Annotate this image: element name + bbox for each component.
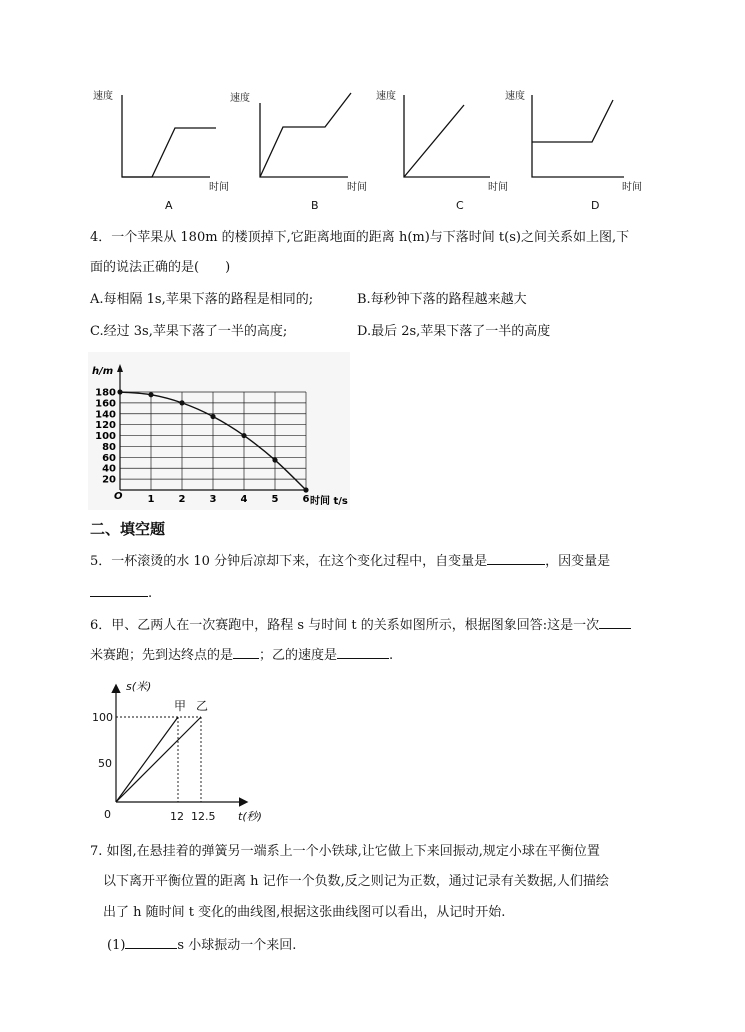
q4-option-a: A.每相隔 1s,苹果下落的路程是相同的; xyxy=(90,292,314,307)
panel-letter-d: D xyxy=(591,199,600,212)
fall-height-chart xyxy=(88,352,350,510)
h-x-tick-2: 2 xyxy=(178,494,186,505)
q5-text-end: . xyxy=(148,586,153,601)
race-ytick-100: 100 xyxy=(92,711,113,724)
q7-sub1-num: (1) xyxy=(107,938,126,953)
speed-axes-d xyxy=(532,95,624,177)
panel-letter-c: C xyxy=(456,199,464,212)
race-ylabel: s(米) xyxy=(126,680,152,693)
speed-xlabel-a: 时间 xyxy=(209,182,229,193)
h-y-tick-labels xyxy=(95,388,116,486)
panel-letter-b: B xyxy=(311,199,319,212)
h-x-tick-4: 4 xyxy=(240,494,248,505)
h-x-tick-labels xyxy=(148,494,310,505)
speed-xlabel-b: 时间 xyxy=(347,182,367,193)
race-label-yi: 乙 xyxy=(196,699,209,713)
h-point-6 xyxy=(303,487,308,492)
q5-blank-independent[interactable] xyxy=(487,550,545,565)
q5-text-a: 5．一杯滚烫的水 10 分钟后凉却下来，在这个变化过程中，自变量是 xyxy=(90,554,488,569)
q5-line1 xyxy=(90,550,610,572)
q6-line1 xyxy=(90,614,631,636)
h-xlabel: 时间 t/s xyxy=(310,496,348,507)
h-y-tick-80: 80 xyxy=(102,441,116,453)
h-y-tick-40: 40 xyxy=(102,463,116,475)
speed-line-c xyxy=(404,105,464,177)
speed-axes-c xyxy=(404,95,490,177)
race-label-jia: 甲 xyxy=(174,699,187,713)
speed-ylabel-c: 速度 xyxy=(376,91,396,102)
q7-line2: 以下离开平衡位置的距离 h 记作一个负数,反之则记为正数，通过记录有关数据,人们描绘 xyxy=(103,874,609,889)
h-point-4 xyxy=(241,433,246,438)
q6-blank-first[interactable] xyxy=(233,644,259,659)
h-y-tick-60: 60 xyxy=(102,452,116,464)
q7-sub1-text: s 小球振动一个来回. xyxy=(177,938,297,953)
panel-letter-a: A xyxy=(165,199,173,212)
q6-text-2a: 米赛跑；先到达终点的是 xyxy=(90,648,234,663)
h-x-tick-6: 6 xyxy=(302,494,310,505)
race-ytick-50: 50 xyxy=(98,757,112,770)
race-line-yi xyxy=(116,717,201,802)
q6-blank-distance[interactable] xyxy=(599,614,631,629)
race-chart xyxy=(88,676,268,828)
speed-line-b xyxy=(260,93,351,177)
h-x-tick-3: 3 xyxy=(209,494,217,505)
h-axes xyxy=(117,364,308,490)
h-y-axis-arrow xyxy=(117,364,123,372)
q7-line1: 7. 如图,在悬挂着的弹簧另一端系上一个小铁球,让它做上下来回振动,规定小球在平衡位置 xyxy=(90,844,600,859)
section-title: 二、填空题 xyxy=(90,520,166,538)
q4-option-c: C.经过 3s,苹果下落了一半的高度; xyxy=(90,324,288,339)
speed-xlabel-d: 时间 xyxy=(622,182,642,193)
q4-line1: 4．一个苹果从 180m 的楼顶掉下,它距离地面的距离 h(m)与下落时间 t(s)之间关系如上图,下 xyxy=(90,230,630,245)
q4-option-d: D.最后 2s,苹果下落了一半的高度 xyxy=(357,324,551,339)
q7-line3: 出了 h 随时间 t 变化的曲线图,根据这张曲线图可以看出，从记时开始. xyxy=(103,905,506,920)
race-origin: 0 xyxy=(104,808,111,821)
q7-blank-period[interactable] xyxy=(125,934,177,949)
speed-ylabel-b: 速度 xyxy=(230,93,250,104)
q6-line2 xyxy=(90,644,393,666)
q6-blank-speed[interactable] xyxy=(337,644,389,659)
h-y-tick-120: 120 xyxy=(95,420,116,432)
speed-graphs xyxy=(85,85,665,215)
h-x-tick-1: 1 xyxy=(147,494,155,505)
h-point-3 xyxy=(210,414,215,419)
h-point-2 xyxy=(179,400,184,405)
h-point-5 xyxy=(272,457,277,462)
h-y-tick-140: 140 xyxy=(95,409,116,421)
h-y-tick-100: 100 xyxy=(95,431,116,443)
h-grid xyxy=(120,392,306,490)
q5-line2 xyxy=(90,582,152,604)
q4-line2: 面的说法正确的是( ) xyxy=(90,260,231,275)
q6-text-1: 6．甲、乙两人在一次赛跑中，路程 s 与时间 t 的关系如图所示，根据图象回答:这是一次 xyxy=(90,618,600,633)
race-xtick-12: 12 xyxy=(170,810,184,823)
race-xtick-12-5: 12.5 xyxy=(191,810,216,823)
h-y-tick-180: 180 xyxy=(95,387,116,399)
speed-line-d xyxy=(532,100,613,142)
h-y-tick-160: 160 xyxy=(95,398,116,410)
h-y-tick-20: 20 xyxy=(102,474,116,486)
speed-ylabel-d: 速度 xyxy=(505,91,525,102)
speed-line-a xyxy=(122,128,216,177)
q5-blank-dependent[interactable] xyxy=(90,582,148,597)
h-origin-label: O xyxy=(114,491,123,502)
q7-sub1 xyxy=(107,934,296,956)
h-point-1 xyxy=(148,392,153,397)
q6-text-2b: ；乙的速度是 xyxy=(259,648,338,663)
speed-xlabel-c: 时间 xyxy=(488,182,508,193)
race-xlabel: t(秒) xyxy=(238,810,262,823)
q5-text-b: ，因变量是 xyxy=(545,554,611,569)
q6-text-end: . xyxy=(389,648,394,663)
speed-axes-a xyxy=(122,95,210,177)
q4-option-b: B.每秒钟下落的路程越来越大 xyxy=(357,292,527,307)
race-line-jia xyxy=(116,717,178,802)
speed-ylabel-a: 速度 xyxy=(93,91,113,102)
h-x-tick-5: 5 xyxy=(271,494,279,505)
h-ylabel: h/m xyxy=(92,366,114,377)
h-point-0 xyxy=(117,389,122,394)
